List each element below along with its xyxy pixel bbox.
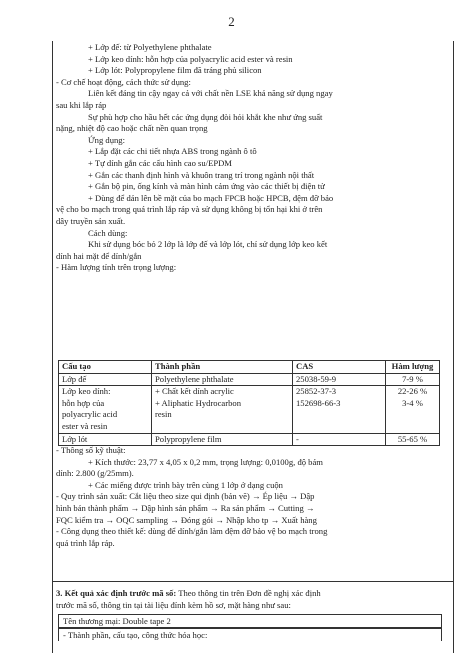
spec-line: + Kích thước: 23,77 x 4,05 x 0,2 mm, trọng lượng: 0,0100g, độ bám xyxy=(88,456,323,467)
paragraph-line: dây truyền sản xuất. xyxy=(56,215,126,226)
mechanism-heading: - Cơ chế hoạt động, cách thức sử dụng: xyxy=(56,76,191,87)
table-row xyxy=(59,433,440,446)
table-header: Cấu tạo xyxy=(59,361,152,374)
table-cell xyxy=(293,386,386,433)
process-line: FQC kiểm tra → OQC sampling → Đóng gói → Nhập kho tp → Xuất hàng xyxy=(56,514,317,525)
cell-text: 55-65 % xyxy=(397,433,428,444)
cell-text: Lớp keo dính: xyxy=(62,386,111,397)
paragraph-line: Sự phù hợp cho hầu hết các ứng dụng đòi hỏi khắt khe như ứng suất xyxy=(88,111,323,122)
section-divider xyxy=(52,581,453,582)
table-header: Hàm lượng xyxy=(386,361,440,374)
paragraph-line: Liên kết đáng tin cậy ngay cả với chất nền LSE khả năng sử dụng ngay xyxy=(88,88,333,99)
main-content xyxy=(56,42,450,274)
table-cell xyxy=(59,433,152,446)
paragraph-line: dính hai mặt để dính/gắn xyxy=(56,250,142,261)
table-cell xyxy=(59,386,152,433)
application-item: + Gắn các thanh định hình và khuôn trang trí trong ngành nội thất xyxy=(88,169,315,180)
cell-text: Polyethylene phthalate xyxy=(155,373,234,384)
application-item: + Dùng để dán lên bề mặt của bo mạch FPCB hoặc HPCB, đệm đỡ bảo xyxy=(88,192,334,203)
spec-line: dính: 2.800 (g/25mm). xyxy=(56,468,134,479)
intro-line: + Lớp đế: từ Polyethylene phthalate xyxy=(88,42,212,52)
cell-text: 7-9 % xyxy=(402,373,423,384)
cell-text: 3-4 % xyxy=(402,397,423,408)
table-cell xyxy=(152,386,293,433)
application-item: + Gắn bộ pin, ống kính và màn hình cảm ứng vào các thiết bị điện tử xyxy=(88,181,325,192)
cell-text: - xyxy=(296,433,299,444)
cell-text: 25852-37-3 xyxy=(296,386,337,397)
section-3-heading-rest: Theo thông tin trên Đơn đề nghị xác định xyxy=(176,588,321,598)
table-cell xyxy=(386,433,440,446)
table-cell xyxy=(386,386,440,433)
table-header: CAS xyxy=(293,361,386,374)
trade-name-box: Tên thương mại: Double tape 2 xyxy=(58,614,442,628)
application-item: + Lắp đặt các chi tiết nhựa ABS trong ngành ô tô xyxy=(88,146,257,157)
composition-label-box: - Thành phần, cấu tạo, công thức hóa học: xyxy=(58,628,442,641)
design-line: - Công dụng theo thiết kế: dùng để dính/gắn làm đệm đỡ bảo vệ bo mạch trong xyxy=(56,526,328,537)
page-number: 2 xyxy=(228,14,235,29)
applications-heading: Ứng dụng: xyxy=(88,134,125,145)
intro-line: + Lớp lót: Polypropylene film đã tráng phủ silicon xyxy=(88,65,262,76)
specs-section xyxy=(56,445,450,549)
paragraph-line: nặng, nhiệt độ cao hoặc chất nền quan trọng xyxy=(56,123,208,134)
process-line: hình bán thành phẩm → Dập hình sản phẩm → Ra sản phẩm → Cutting → xyxy=(56,502,315,513)
table-row xyxy=(59,386,440,433)
table-cell xyxy=(293,373,386,386)
cell-text: 152698-66-3 xyxy=(296,397,341,408)
paragraph-line: sau khi lắp ráp xyxy=(56,99,107,110)
design-line: quá trình lắp ráp. xyxy=(56,537,115,548)
cell-text: Lớp đế xyxy=(62,373,87,384)
table-cell xyxy=(293,433,386,446)
section-3-line: trước mã số, thông tin tại tài liệu đính kèm hồ sơ, mặt hàng như sau: xyxy=(56,599,291,610)
table-cell xyxy=(152,433,293,446)
table-cell xyxy=(386,373,440,386)
composition-heading: - Hàm lượng tính trên trọng lượng: xyxy=(56,262,177,273)
application-item: + Tự dính gắn các cấu hình cao su/EPDM xyxy=(88,157,232,168)
cell-text: 25038-59-9 xyxy=(296,373,337,384)
cell-text: polyacrylic acid xyxy=(62,409,118,420)
cell-text: + Aliphatic Hydrocarbon xyxy=(155,397,241,408)
paragraph-line: vệ cho bo mạch trong quá trình lắp ráp và sử dụng không bị tổn hại khi ở trên xyxy=(56,204,323,215)
cell-text: resin xyxy=(155,409,172,420)
paragraph-line: Khi sử dụng bóc bỏ 2 lớp là lớp đế và lớp lót, chỉ sử dụng lớp keo kết xyxy=(88,239,328,250)
table-header: Thành phần xyxy=(152,361,293,374)
cell-text: Polypropylene film xyxy=(155,433,222,444)
intro-line: + Lớp keo dính: hỗn hợp của polyacrylic acid ester và resin xyxy=(88,53,293,64)
cell-text: hỗn hợp của xyxy=(62,397,105,408)
specs-heading: - Thông số kỹ thuật: xyxy=(56,445,126,455)
usage-heading: Cách dùng: xyxy=(88,227,128,238)
cell-text: Lớp lót xyxy=(62,433,88,444)
table-header-row xyxy=(59,361,440,374)
section-3 xyxy=(56,588,450,611)
section-3-title: 3. Kết quả xác định trước mã số: xyxy=(56,588,177,598)
composition-table xyxy=(58,360,440,446)
cell-text: ester và resin xyxy=(62,420,108,431)
table-cell xyxy=(152,373,293,386)
table-cell xyxy=(59,373,152,386)
cell-text: 22-26 % xyxy=(397,386,428,397)
cell-text: + Chất kết dính acrylic xyxy=(155,386,234,397)
spec-line: + Các miếng được trình bày trên cùng 1 lớp ở dạng cuộn xyxy=(88,479,283,490)
section-3-heading xyxy=(56,588,450,600)
process-line: - Quy trình sản xuất: Cắt liệu theo size qui định (bản vẽ) → Ép liệu → Dập xyxy=(56,491,315,502)
table-row xyxy=(59,373,440,386)
